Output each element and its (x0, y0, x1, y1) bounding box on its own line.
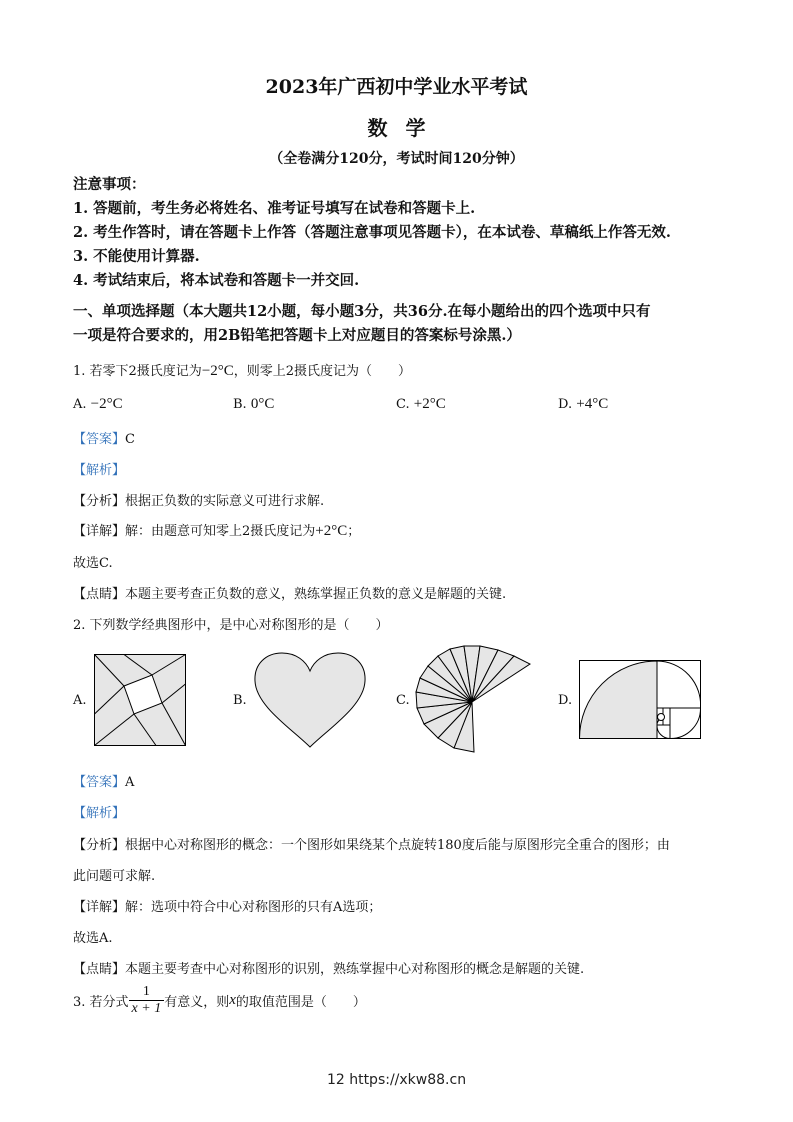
q1-analysis-tag: 【解析】 (73, 463, 126, 478)
q1-option-c (396, 396, 446, 413)
option-label: A. (73, 397, 87, 412)
q3-variable: x (229, 992, 236, 1008)
q2-dianjing (73, 958, 584, 977)
xiangjie-text-a: 解：由题意可知零上2摄氏度记为 (125, 524, 316, 539)
notice-item: 4. 考试结束后，将本试卷和答题卡一并交回. (73, 272, 360, 289)
dianjing-tag: 【点睛】 (73, 962, 126, 977)
q2-conclusion: 故选A. (73, 931, 113, 946)
heart-figure (252, 651, 368, 749)
option-label: B. (233, 397, 247, 412)
fraction-numerator: 1 (129, 984, 165, 1001)
q1-option-d (558, 396, 608, 413)
q2-xiangjie (73, 896, 381, 915)
q2-option-b-label: B. (233, 693, 247, 708)
xiangjie-tag: 【详解】 (73, 524, 126, 539)
q2-option-d-label: D. (558, 693, 573, 708)
option-value: +2°C (413, 396, 446, 412)
q2-stem: 2. 下列数学经典图形中，是中心对称图形的是（ ） (73, 618, 389, 633)
option-value: 0°C (250, 396, 275, 412)
notice-item: 2. 考生作答时，请在答题卡上作答（答题注意事项见答题卡），在本试卷、草稿纸上作答无效. (73, 224, 671, 241)
q3-stem (73, 984, 366, 1017)
q1-option-b (233, 396, 274, 413)
q2-option-c-label: C. (396, 693, 410, 708)
subject-title: 数学 (367, 116, 444, 140)
notice-heading: 注意事项： (73, 176, 146, 193)
q3-stem-text-a: 3. 若分式 (73, 995, 129, 1010)
fenxi-text: 根据正负数的实际意义可进行求解. (125, 494, 325, 509)
section-heading-line2: 一项是符合要求的，用2B铅笔把答题卡上对应题目的答案标号涂黑.） (73, 327, 521, 344)
fenxi-text: 根据中心对称图形的概念：一个图形如果绕某个点旋转180度后能与原图形完全重合的图形；由 (125, 838, 670, 853)
fenxi-tag: 【分析】 (73, 494, 126, 509)
q3-stem-text-c: 的取值范围是（ ） (235, 995, 366, 1010)
exam-title: 2023年广西初中学业水平考试 (265, 76, 528, 98)
option-value: +4°C (576, 396, 609, 412)
option-label: D. (558, 397, 573, 412)
answer-value: A (125, 775, 135, 790)
q1-stem (73, 360, 411, 380)
answer-tag: 【答案】 (73, 775, 126, 790)
q1-option-a (73, 396, 123, 413)
q2-fenxi-line2: 此问题可求解. (73, 869, 156, 884)
q1-fenxi (73, 490, 324, 509)
q2-fenxi-line1 (73, 834, 670, 853)
q1-xiangjie (73, 520, 360, 540)
q2-option-a-label: A. (73, 693, 87, 708)
q1-conclusion: 故选C. (73, 556, 113, 571)
exam-subtitle: （全卷满分120分，考试时间120分钟） (269, 151, 524, 167)
option-label: C. (396, 397, 410, 412)
page-footer: 12 https://xkw88.cn (326, 1072, 467, 1088)
pinwheel-figure (94, 654, 186, 746)
q1-stem-text-b: ，则零上2摄氏度记为（ ） (233, 364, 412, 379)
spiral-fan-figure (414, 644, 532, 754)
xiangjie-tag: 【详解】 (73, 900, 126, 915)
q1-answer (73, 428, 135, 447)
q1-stem-text-a: 1. 若零下2摄氏度记为 (73, 364, 202, 379)
dianjing-tag: 【点睛】 (73, 587, 126, 602)
golden-spiral-figure (579, 660, 701, 739)
option-value: −2°C (90, 396, 123, 412)
notice-item: 3. 不能使用计算器. (73, 248, 200, 265)
q1-stem-math: −2°C (201, 363, 234, 379)
q3-fraction (129, 984, 165, 1017)
fraction-denominator: x + 1 (131, 1001, 162, 1016)
q1-dianjing (73, 583, 506, 602)
answer-tag: 【答案】 (73, 432, 126, 447)
notice-item: 1. 答题前，考生务必将姓名、准考证号填写在试卷和答题卡上. (73, 200, 476, 217)
q2-analysis-tag: 【解析】 (73, 806, 126, 821)
q2-answer (73, 771, 134, 790)
dianjing-text: 本题主要考查中心对称图形的识别，熟练掌握中心对称图形的概念是解题的关键. (125, 962, 585, 977)
section-heading-line1: 一、单项选择题（本大题共12小题，每小题3分，共36分.在每小题给出的四个选项中只有 (73, 303, 651, 320)
answer-value: C (125, 432, 135, 447)
xiangjie-text-b: ； (347, 524, 361, 539)
q3-stem-text-b: 有意义，则 (164, 995, 230, 1010)
xiangjie-math: +2°C (315, 523, 348, 539)
fenxi-tag: 【分析】 (73, 838, 126, 853)
dianjing-text: 本题主要考查正负数的意义，熟练掌握正负数的意义是解题的关键. (125, 587, 507, 602)
xiangjie-text: 解：选项中符合中心对称图形的只有A选项； (125, 900, 382, 915)
